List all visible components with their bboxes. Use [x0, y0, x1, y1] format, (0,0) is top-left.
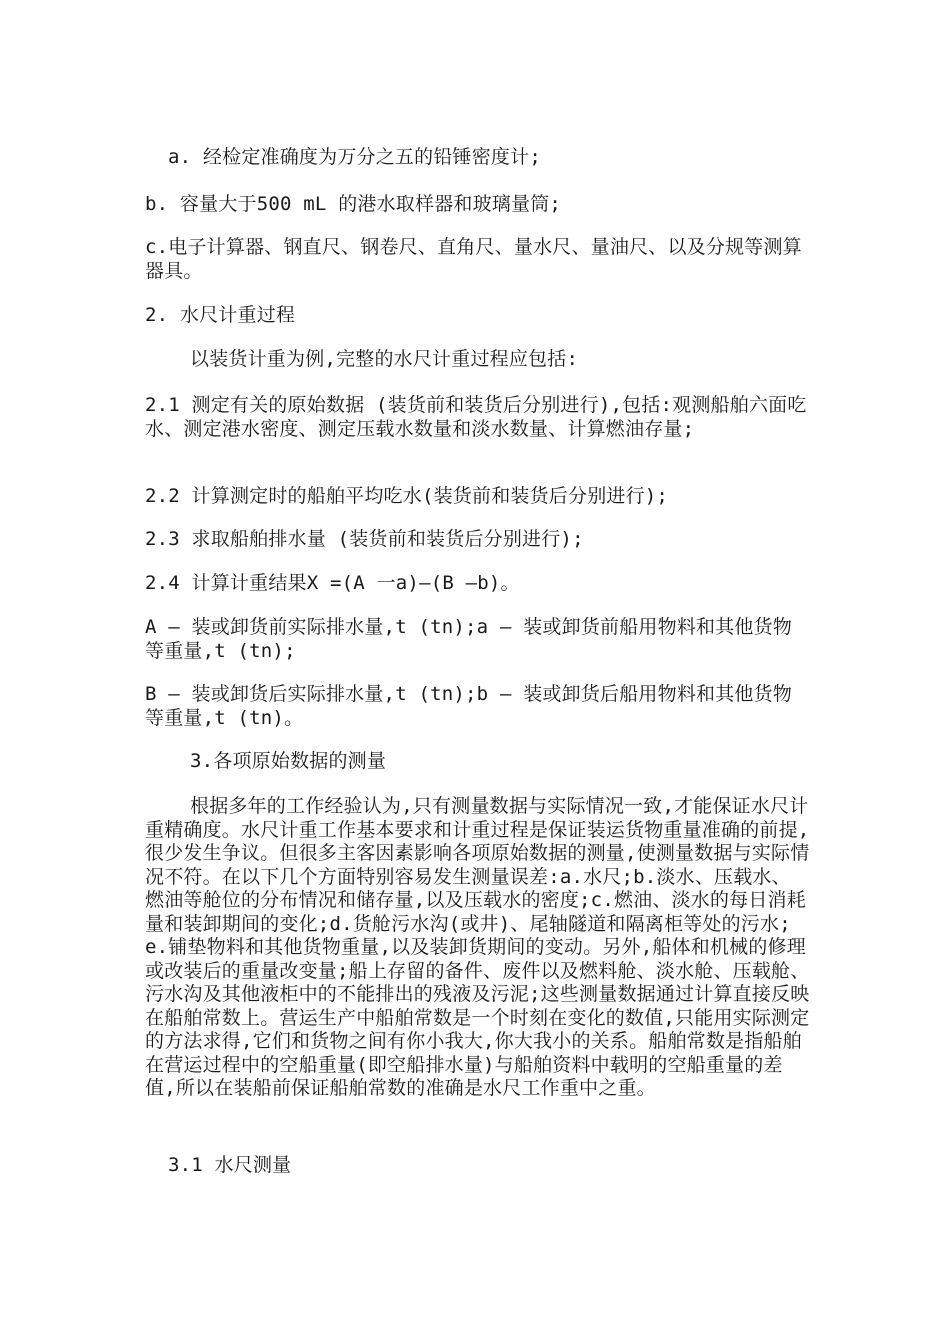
paragraph-item-b: b. 容量大于500 mL 的港水取样器和玻璃量筒;: [145, 193, 562, 215]
section-heading-3: 3.各项原始数据的测量: [190, 750, 387, 772]
definition-b: B — 装或卸货后实际排水量,t (tn);b — 装或卸货后船用物料和其他货物等重量,t (tn)。: [145, 683, 793, 729]
step-2-4: 2.4 计算计重结果X =(A 一a)—(B —b)。: [145, 572, 520, 594]
intro-paragraph: 以装货计重为例,完整的水尺计重过程应包括:: [190, 348, 579, 370]
paragraph-item-a: a. 经检定准确度为万分之五的铅锤密度计;: [168, 146, 541, 168]
step-2-1: 2.1 测定有关的原始数据 (装货前和装货后分别进行),包括:观测船舶六面吃水、测定港水密度、测定压载水数量和淡水数量、计算燃油存量;: [145, 394, 807, 440]
definition-a: A — 装或卸货前实际排水量,t (tn);a — 装或卸货前船用物料和其他货物等重量,t (tn);: [145, 616, 793, 662]
step-2-2: 2.2 计算测定时的船舶平均吃水(装货前和装货后分别进行);: [145, 485, 669, 507]
section-heading-2: 2. 水尺计重过程: [145, 304, 296, 326]
paragraph-item-c: c.电子计算器、钢直尺、钢卷尺、直角尺、量水尺、量油尺、以及分规等测算器具。: [145, 236, 802, 282]
section-heading-3-1: 3.1 水尺测量: [168, 1154, 292, 1176]
body-paragraph: 根据多年的工作经验认为,只有测量数据与实际情况一致,才能保证水尺计重精确度。水尺计重工作基本要求和计重过程是保证装运货物重量准确的前提,很少发生争议。但很多主客因素影响各项原始数据的测量,使测量数据与实际情况不符。在以下几个方面特别容易发生测量误差:a.水尺;b.淡水、压载水、燃油等舱位的分布情况和储存量,以及压载水的密度;c.燃油、淡水的每日消耗量和装卸期间的变化;d.货舱污水沟(或井)、尾轴隧道和隔离柜等处的污水;e.铺垫物料和其他货物重量,以及装卸货期间的变动。另外,船体和机械的修理或改装后的重量改变量;船上存留的备件、废件以及燃料舱、淡水舱、压载舱、污水沟及其他液柜中的不能排出的残液及污泥;这些测量数据通过计算直接反映在船舶常数上。营运生产中船舶常数是一个时刻在变化的数值,只能用实际测定的方法求得,它们和货物之间有你小我大,你大我小的关系。船舶常数是指船舶在营运过程中的空船重量(即空船排水量)与船舶资料中载明的空船重量的差值,所以在装船前保证船舶常数的准确是水尺工作重中之重。: [145, 795, 810, 1099]
step-2-3: 2.3 求取船舶排水量 (装货前和装货后分别进行);: [145, 528, 584, 550]
